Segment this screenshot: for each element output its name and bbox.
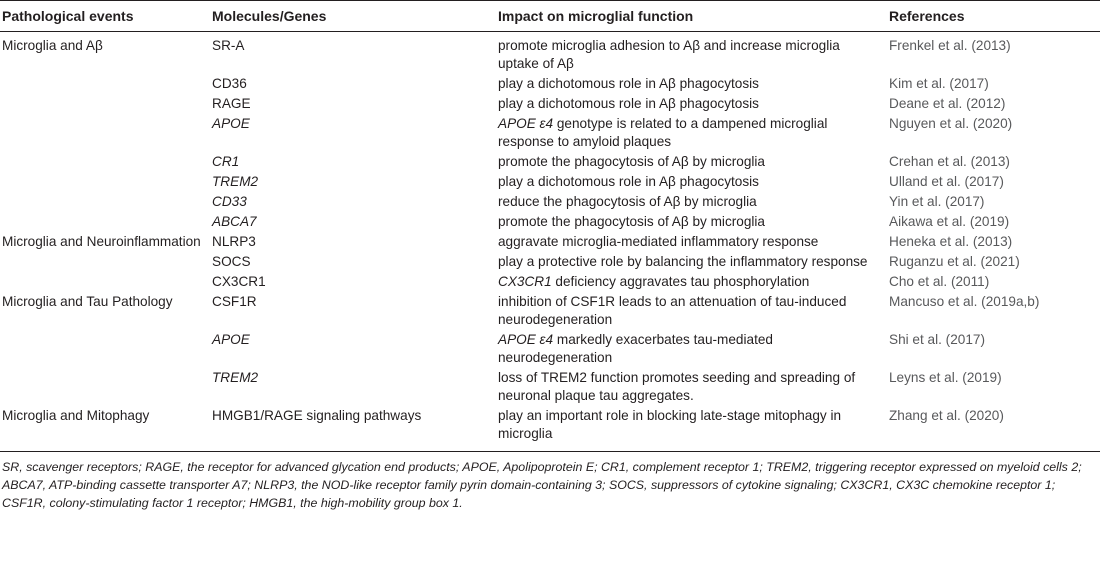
- cell-molecule-gene: HMGB1/RAGE signaling pathways: [208, 407, 494, 452]
- impact-text: deficiency aggravates tau phosphorylation: [551, 274, 810, 289]
- cell-pathological-event: [0, 273, 208, 293]
- cell-reference: Ruganzu et al. (2021): [889, 254, 1020, 269]
- table-row: [0, 407, 1100, 452]
- cell-molecule-gene: SOCS: [212, 254, 251, 269]
- cell-reference: Mancuso et al. (2019a,b): [889, 294, 1040, 309]
- cell-pathological-event: Microglia and Aβ: [2, 38, 103, 53]
- cell-pathological-event: [0, 75, 208, 95]
- table-row: [0, 115, 1100, 153]
- cell-impact: play an important role in blocking late-stage mitophagy in microglia: [494, 407, 885, 452]
- cell-impact: inhibition of CSF1R leads to an attenuation of tau-induced neurodegeneration: [498, 294, 847, 327]
- header-pathological-events: Pathological events: [0, 1, 208, 32]
- cell-impact: [494, 273, 885, 293]
- cell-molecule-gene: APOE: [212, 116, 250, 131]
- cell-impact: play a dichotomous role in Aβ phagocytosis: [498, 76, 759, 91]
- table-row: [0, 253, 1100, 273]
- cell-molecule-gene: CSF1R: [212, 294, 257, 309]
- cell-reference: Zhang et al. (2020): [885, 407, 1100, 452]
- cell-pathological-event: [0, 253, 208, 273]
- table-row: [0, 233, 1100, 253]
- cell-reference: Ulland et al. (2017): [889, 174, 1004, 189]
- impact-gene-prefix: APOE ε4: [498, 332, 554, 347]
- cell-molecule-gene: TREM2: [212, 174, 259, 189]
- cell-reference: Frenkel et al. (2013): [889, 38, 1011, 53]
- cell-pathological-event: [0, 95, 208, 115]
- cell-molecule-gene: CD36: [212, 76, 247, 91]
- table-row: [0, 273, 1100, 293]
- cell-impact: play a dichotomous role in Aβ phagocytosis: [498, 96, 759, 111]
- impact-gene-prefix: APOE ε4: [498, 116, 554, 131]
- table-row: [0, 32, 1100, 76]
- cell-impact: promote the phagocytosis of Aβ by microglia: [498, 154, 765, 169]
- cell-reference: Shi et al. (2017): [889, 332, 985, 347]
- cell-impact: [494, 115, 885, 153]
- table-body: [0, 32, 1100, 452]
- cell-molecule-gene: RAGE: [212, 96, 251, 111]
- cell-reference: Yin et al. (2017): [889, 194, 985, 209]
- cell-reference: Deane et al. (2012): [889, 96, 1006, 111]
- cell-reference: Nguyen et al. (2020): [889, 116, 1013, 131]
- cell-pathological-event: Microglia and Tau Pathology: [2, 294, 173, 309]
- cell-molecule-gene: CD33: [212, 194, 247, 209]
- cell-impact: loss of TREM2 function promotes seeding and spreading of neuronal plaque tau aggregates.: [498, 370, 856, 403]
- cell-impact: aggravate microglia-mediated inflammatory response: [498, 234, 819, 249]
- cell-reference: Heneka et al. (2013): [889, 234, 1013, 249]
- cell-pathological-event: [0, 115, 208, 153]
- header-row: [0, 1, 1100, 32]
- cell-pathological-event: [0, 153, 208, 173]
- table-footnote: SR, scavenger receptors; RAGE, the receptor for advanced glycation end products; APOE, Apolipoprotein E; CR1, complement receptor 1; TREM2, triggering receptor expressed on myeloid cells 2; ABCA7, ATP-binding cassette transporter A7; NLRP3, the NOD-like receptor family pyrin domain-containing 3; SOCS, suppressors of cytokine signaling; CX3CR1, CX3C chemokine receptor 1; CSF1R, colony-stimulating factor 1 receptor; HMGB1, the high-mobility group box 1.: [2, 460, 1082, 510]
- table-row: [0, 95, 1100, 115]
- cell-reference: Aikawa et al. (2019): [889, 214, 1010, 229]
- cell-molecule-gene: APOE: [212, 332, 250, 347]
- table-row: [0, 193, 1100, 213]
- impact-gene-prefix: CX3CR1: [498, 274, 552, 289]
- cell-impact: [494, 331, 885, 369]
- cell-pathological-event: [0, 331, 208, 369]
- header-impact: Impact on microglial function: [494, 1, 885, 32]
- cell-reference: Kim et al. (2017): [889, 76, 989, 91]
- header-references: References: [885, 1, 1100, 32]
- cell-molecule-gene: NLRP3: [212, 234, 256, 249]
- cell-molecule-gene: TREM2: [212, 370, 259, 385]
- cell-reference: Crehan et al. (2013): [889, 154, 1010, 169]
- table-row: [0, 293, 1100, 331]
- table-header: [0, 1, 1100, 32]
- impact-text: genotype is related to a dampened microglial response to amyloid plaques: [498, 116, 828, 149]
- cell-pathological-event: [0, 369, 208, 407]
- table-row: [0, 75, 1100, 95]
- cell-impact: reduce the phagocytosis of Aβ by microglia: [498, 194, 757, 209]
- cell-pathological-event: Microglia and Neuroinflammation: [2, 234, 201, 249]
- table-row: [0, 153, 1100, 173]
- cell-pathological-event: [0, 193, 208, 213]
- cell-pathological-event: [0, 173, 208, 193]
- cell-pathological-event: [0, 213, 208, 233]
- cell-impact: promote microglia adhesion to Aβ and increase microglia uptake of Aβ: [498, 38, 840, 71]
- cell-molecule-gene: ABCA7: [212, 214, 257, 229]
- cell-molecule-gene: CR1: [212, 154, 240, 169]
- cell-pathological-event: Microglia and Mitophagy: [0, 407, 208, 452]
- table-row: [0, 213, 1100, 233]
- cell-impact: promote the phagocytosis of Aβ by microglia: [498, 214, 765, 229]
- cell-molecule-gene: CX3CR1: [212, 274, 266, 289]
- cell-reference: Leyns et al. (2019): [889, 370, 1002, 385]
- impact-text: markedly exacerbates tau-mediated neurodegeneration: [498, 332, 773, 365]
- cell-impact: play a dichotomous role in Aβ phagocytosis: [498, 174, 759, 189]
- cell-impact: play a protective role by balancing the inflammatory response: [498, 254, 868, 269]
- table-row: [0, 331, 1100, 369]
- cell-molecule-gene: SR-A: [212, 38, 245, 53]
- table-row: [0, 173, 1100, 193]
- header-molecules-genes: Molecules/Genes: [208, 1, 494, 32]
- cell-reference: Cho et al. (2011): [889, 274, 990, 289]
- table-row: [0, 369, 1100, 407]
